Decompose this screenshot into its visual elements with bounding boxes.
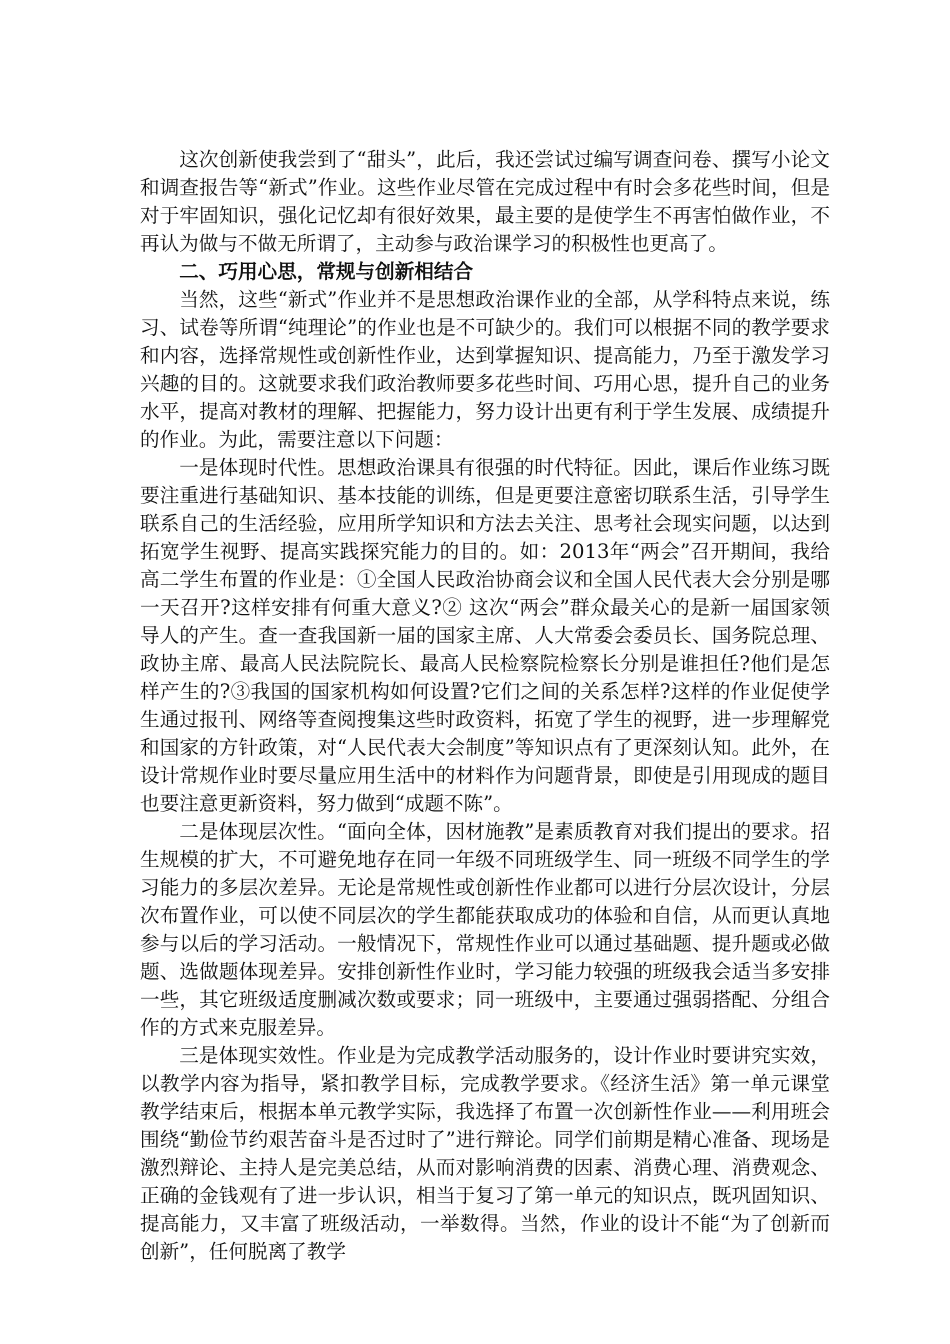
paragraph: 当然，这些“新式”作业并不是思想政治课作业的全部，从学科特点来说，练习、试卷等所谓“纯理论”的作业也是不可缺少的。我们可以根据不同的教学要求和内容，选择常规性或创新性作业，达到掌握知识、提高能力，乃至于激发学习兴趣的目的。这就要求我们政治教师要多花些时间、巧用心思，提升自己的业务水平，提高对教材的理解、把握能力，努力设计出更有利于学生发展、成绩提升的作业。为此，需要注意以下问题： [140, 288, 830, 451]
paragraph: 二是体现层次性。“面向全体，因材施教”是素质教育对我们提出的要求。招生规模的扩大，不可避免地存在同一年级不同班级学生、同一班级不同学生的学习能力的多层次差异。无论是常规性或创新性作业都可以进行分层次设计，分层次布置作业，可以使不同层次的学生都能获取成功的体验和自信，从而更认真地参与以后的学习活动。一般情况下，常规性作业可以通过基础题、提升题或必做题、选做题体现差异。安排创新性作业时，学习能力较强的班级我会适当多安排一些，其它班级适度删减次数或要求；同一班级中，主要通过强弱搭配、分组合作的方式来克服差异。 [140, 820, 830, 1039]
paragraph: 三是体现实效性。作业是为完成教学活动服务的，设计作业时要讲究实效，以教学内容为指导，紧扣教学目标，完成教学要求。《经济生活》第一单元课堂教学结束后，根据本单元教学实际，我选择了布置一次创新性作业——利用班会围绕“勤俭节约艰苦奋斗是否过时了”进行辩论。同学们前期是精心准备、现场是激烈辩论、主持人是完美总结，从而对影响消费的因素、消费心理、消费观念、正确的金钱观有了进一步认识，相当于复习了第一单元的知识点，既巩固知识、提高能力，又丰富了班级活动，一举数得。当然，作业的设计不能“为了创新而创新”，任何脱离了教学 [140, 1044, 830, 1263]
paragraph: 这次创新使我尝到了“甜头”，此后，我还尝试过编写调查问卷、撰写小论文和调查报告等“新式”作业。这些作业尽管在完成过程中有时会多花些时间，但是对于牢固知识，强化记忆却有很好效果，最主要的是使学生不再害怕做作业，不再认为做与不做无所谓了，主动参与政治课学习的积极性也更高了。 [140, 148, 830, 255]
section-heading: 二、巧用心思，常规与创新相结合 [179, 260, 474, 283]
paragraph: 一是体现时代性。思想政治课具有很强的时代特征。因此，课后作业练习既要注重进行基础知识、基本技能的训练，但是更要注意密切联系生活，引导学生联系自己的生活经验，应用所学知识和方法去关注、思考社会现实问题，以达到拓宽学生视野、提高实践探究能力的目的。如：2013年“两会”召开期间，我给高二学生布置的作业是：①全国人民政治协商会议和全国人民代表大会分别是哪一天召开?这样安排有何重大意义?② 这次“两会”群众最关心的是新一届国家领导人的产生。查一查我国新一届的国家主席、人大常委会委员长、国务院总理、政协主席、最高人民法院院长、最高人民检察院检察长分别是谁担任?他们是怎样产生的?③我国的国家机构如何设置?它们之间的关系怎样?这样的作业促使学生通过报刊、网络等查阅搜集这些时政资料，拓宽了学生的视野，进一步理解党和国家的方针政策，对“人民代表大会制度”等知识点有了更深刻认知。此外，在设计常规作业时要尽量应用生活中的材料作为问题背景，即使是引用现成的题目也要注意更新资料，努力做到“成题不陈”。 [140, 456, 830, 815]
document-body [140, 146, 830, 1266]
